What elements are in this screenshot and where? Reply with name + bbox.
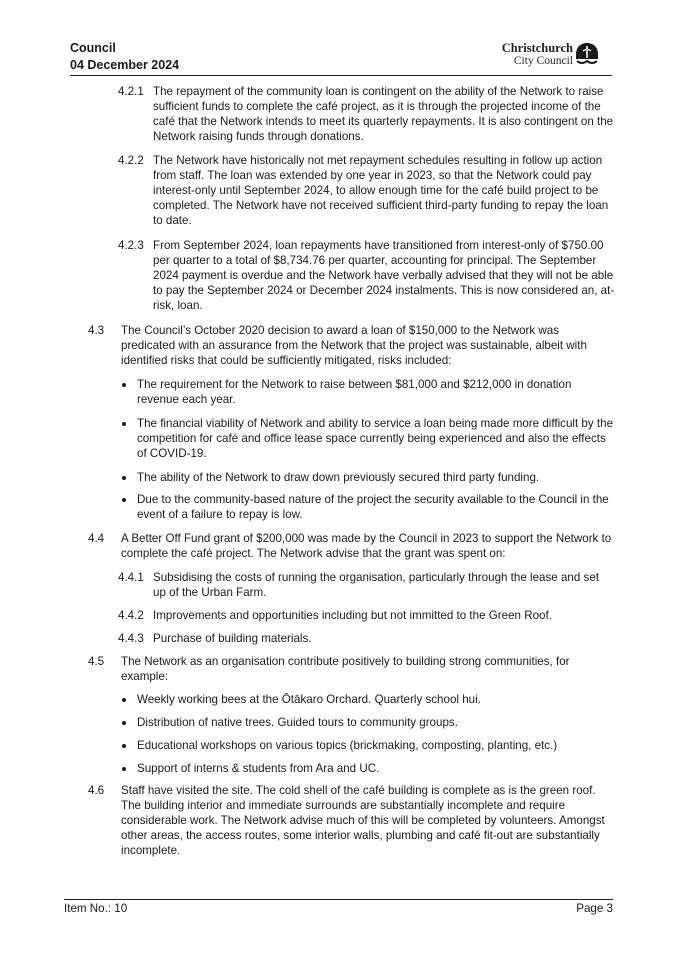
footer-item-number: Item No.: 10: [64, 902, 128, 915]
paragraph-number: 4.2.1: [118, 85, 144, 98]
paragraph-text: Subsidising the costs of running the organisation, particularly through the lease and set up of the Urban Farm.: [153, 571, 599, 600]
paragraph-text: Staff have visited the site. The cold shell of the café building is complete as is the green roof. The building interior and immediate surrounds are substantially incomplete and require considerable work. The Network advise much of this will be completed by volunteers. Amongst other areas, the access routes, some interior walls, plumbing and café fit-out are substantially incomplete.: [121, 784, 605, 858]
paragraph-number: 4.4.3: [118, 632, 144, 645]
logo-line-1: Christchurch: [501, 41, 573, 55]
header-divider: [70, 75, 612, 76]
bullet-text: Distribution of native trees. Guided tours to community groups.: [137, 716, 458, 729]
bullet-text: The requirement for the Network to raise between $81,000 and $212,000 in donation revenue each year.: [137, 378, 572, 407]
header-date: 04 December 2024: [70, 58, 180, 72]
paragraph-text: The Council’s October 2020 decision to award a loan of $150,000 to the Network was predicated with an assurance from the Network that the project was sustainable, albeit with identified risks that could be sufficiently mitigated, risks included:: [121, 324, 587, 368]
paragraph-text: Purchase of building materials.: [153, 632, 312, 645]
paragraph-text: The Network as an organisation contribute positively to building strong communities, for example:: [121, 655, 570, 684]
paragraph-number: 4.3: [88, 324, 105, 337]
bullet-text: The financial viability of Network and ability to service a loan being made more difficult by the competition for café and office lease space currently being experienced and also the effects of COVID-19.: [137, 417, 614, 461]
paragraph-number: 4.4.2: [118, 609, 144, 622]
bullet-icon: [122, 498, 126, 502]
logo-line-2: City Council: [513, 55, 573, 67]
paragraph-number: 4.2.3: [118, 239, 144, 252]
bullet-text: Educational workshops on various topics (brickmaking, composting, planting, etc.): [137, 739, 558, 752]
bullet-icon: [122, 476, 126, 480]
bullet-icon: [122, 698, 126, 702]
paragraph-number: 4.5: [88, 655, 105, 668]
paragraph-text: The repayment of the community loan is contingent on the ability of the Network to raise sufficient funds to complete the café project, as it is through the projected income of the café that the Network intends to meet its quarterly repayments. It is also contingent on the Network raising funds through donations.: [153, 85, 614, 144]
paragraph-text: Improvements and opportunities including but not immitted to the Green Roof.: [153, 609, 552, 622]
bullet-icon: [122, 721, 126, 725]
bullet-icon: [122, 744, 126, 748]
bullet-icon: [122, 767, 126, 771]
paragraph-number: 4.6: [88, 784, 105, 797]
footer-page-number: Page 3: [576, 902, 613, 915]
bullet-icon: [122, 422, 126, 426]
footer-divider: [64, 899, 613, 900]
council-emblem-icon: [575, 42, 599, 67]
bullet-text: Weekly working bees at the Ōtākaro Orchard. Quarterly school hui.: [137, 693, 481, 706]
document-header: [70, 40, 179, 74]
bullet-text: Due to the community-based nature of the project the security available to the Council in the event of a failure to repay is low.: [137, 493, 609, 522]
council-logo: [497, 42, 601, 68]
bullet-icon: [122, 383, 126, 387]
bullet-text: The ability of the Network to draw down previously secured third party funding.: [137, 471, 540, 484]
paragraph-number: 4.4: [88, 532, 105, 545]
paragraph-text: From September 2024, loan repayments have transitioned from interest-only of $750.00 per quarter to a total of $8,734.76 per quarter, accounting for principal. The September 2024 payment is overdue and the Network have verbally advised that they will not be able to pay the September 2024 or December 2024 instalments. This is now considered an, at-risk, loan.: [153, 239, 615, 313]
paragraph-number: 4.4.1: [118, 571, 144, 584]
paragraph-number: 4.2.2: [118, 154, 144, 167]
bullet-text: Support of interns & students from Ara and UC.: [137, 762, 380, 775]
paragraph-text: The Network have historically not met repayment schedules resulting in follow up action from staff. The loan was extended by one year in 2023, so that the Network could pay interest-only until September 2024, to allow enough time for the café build project to be completed. The Network have not received sufficient third-party funding to repay the loan to date.: [153, 154, 609, 228]
header-title: Council: [70, 41, 116, 55]
paragraph-text: A Better Off Fund grant of $200,000 was made by the Council in 2023 to support the Network to complete the café project. The Network advise that the grant was spent on:: [121, 532, 612, 561]
